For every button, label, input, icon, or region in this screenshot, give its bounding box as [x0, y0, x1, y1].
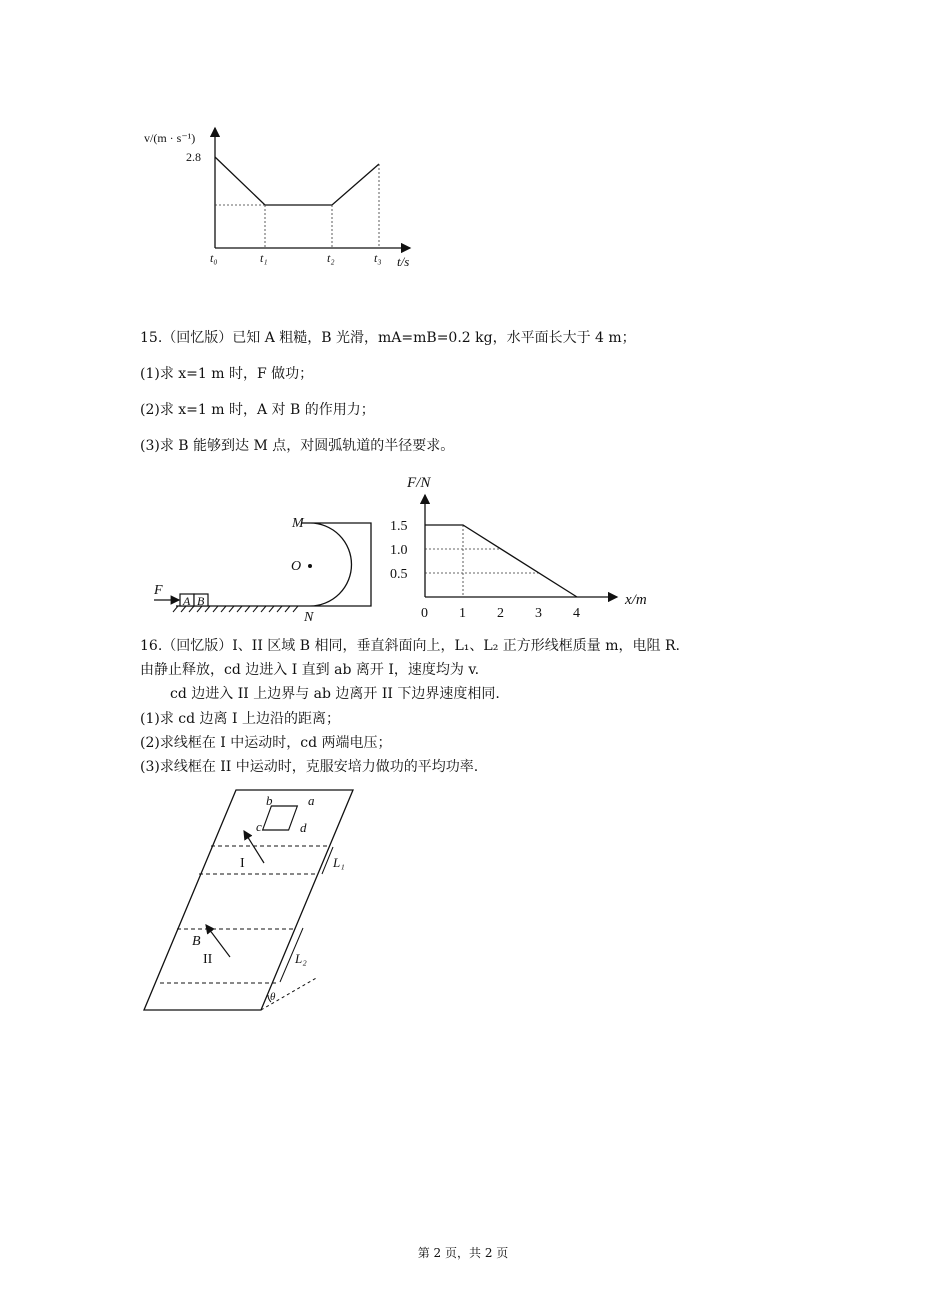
l2-label: L₂: [295, 951, 307, 966]
x-tick-label: 1: [459, 606, 466, 621]
q15-stem-text: 已知 A 粗糙，B 光滑，mA=mB=0.2 kg，水平面长大于 4 m；: [232, 330, 636, 346]
q16-text-1: I、II 区域 B 相同，垂直斜面向上，L₁、L₂ 正方形线框质量 m，电阻 R.: [232, 638, 680, 654]
ground-hatching: [173, 606, 298, 612]
y-tick-label: 1.0: [390, 543, 408, 558]
y-axis-label: F/N: [407, 475, 431, 491]
block-a-label: A: [183, 594, 191, 608]
y-tick-label: 0.5: [390, 567, 408, 582]
label-b-corner: b: [266, 793, 273, 808]
field-arrow: [244, 831, 264, 863]
region-i-label: I: [240, 856, 245, 871]
x-tick-label: t₀: [210, 251, 218, 265]
page-footer: 第 2 页，共 2 页: [417, 1246, 509, 1260]
q15-part-2: (2)求 x=1 m 时，A 对 B 的作用力；: [140, 402, 375, 418]
point-m-label: M: [292, 516, 304, 531]
track-diagram: [140, 508, 380, 623]
x-axis-label: x/m: [625, 592, 647, 608]
x-axis-label: t/s: [397, 254, 410, 269]
point-o-label: O: [291, 559, 302, 574]
x-tick-label: 3: [535, 606, 542, 621]
region-ii-label: II: [203, 952, 213, 967]
q15-number: 15.: [140, 330, 163, 346]
x-tick-label: t₁: [260, 251, 268, 265]
label-d-corner: d: [300, 820, 307, 835]
q16-part-2: (2)求线框在 I 中运动时，cd 两端电压；: [140, 735, 392, 751]
center-point: [308, 564, 312, 568]
x-tick-label: 2: [497, 606, 504, 621]
x-tick-label: 0: [421, 606, 428, 621]
q16-line-2: 由静止释放，cd 边进入 I 直到 ab 离开 I，速度均为 v.: [140, 662, 480, 678]
q15-stem: [140, 328, 636, 348]
semicircle-track: [310, 523, 371, 606]
q16-line-1: [140, 636, 680, 656]
point-n-label: N: [304, 610, 314, 623]
q16-number: 16.: [140, 638, 163, 654]
incline-field-diagram: [140, 785, 380, 1020]
velocity-curve: [215, 157, 379, 205]
y-tick-label: 1.5: [390, 519, 408, 534]
velocity-time-graph: [140, 120, 430, 280]
force-displacement-graph: [385, 465, 675, 625]
force-label: F: [154, 583, 163, 598]
y-tick-label: 2.8: [186, 150, 201, 164]
q16-tag: （回忆版）: [162, 638, 233, 654]
x-tick-label: t₂: [327, 251, 335, 265]
q16-part-3: (3)求线框在 II 中运动时，克服安培力做功的平均功率.: [140, 759, 479, 775]
l1-label: L₁: [333, 855, 345, 870]
force-curve: [425, 525, 577, 597]
label-a-corner: a: [308, 793, 315, 808]
q15-part-1: (1)求 x=1 m 时，F 做功；: [140, 366, 314, 382]
q16-part-1: (1)求 cd 边离 I 上边沿的距离；: [140, 711, 340, 727]
q16-line-3: cd 边进入 II 上边界与 ab 边离开 II 下边界速度相同.: [170, 686, 500, 702]
q15-tag: （回忆版）: [162, 330, 233, 346]
block-b-label: B: [197, 594, 205, 608]
x-tick-label: 4: [573, 606, 580, 621]
y-axis-label: v/(m · s⁻¹): [144, 131, 196, 145]
theta-label: θ: [270, 991, 276, 1003]
label-c-corner: c: [256, 819, 262, 834]
square-frame: [263, 806, 298, 830]
field-b-label: B: [192, 934, 201, 949]
incline-plane: [144, 790, 353, 1010]
q15-part-3: (3)求 B 能够到达 M 点，对圆弧轨道的半径要求。: [140, 438, 455, 454]
x-tick-label: t₃: [374, 251, 382, 265]
